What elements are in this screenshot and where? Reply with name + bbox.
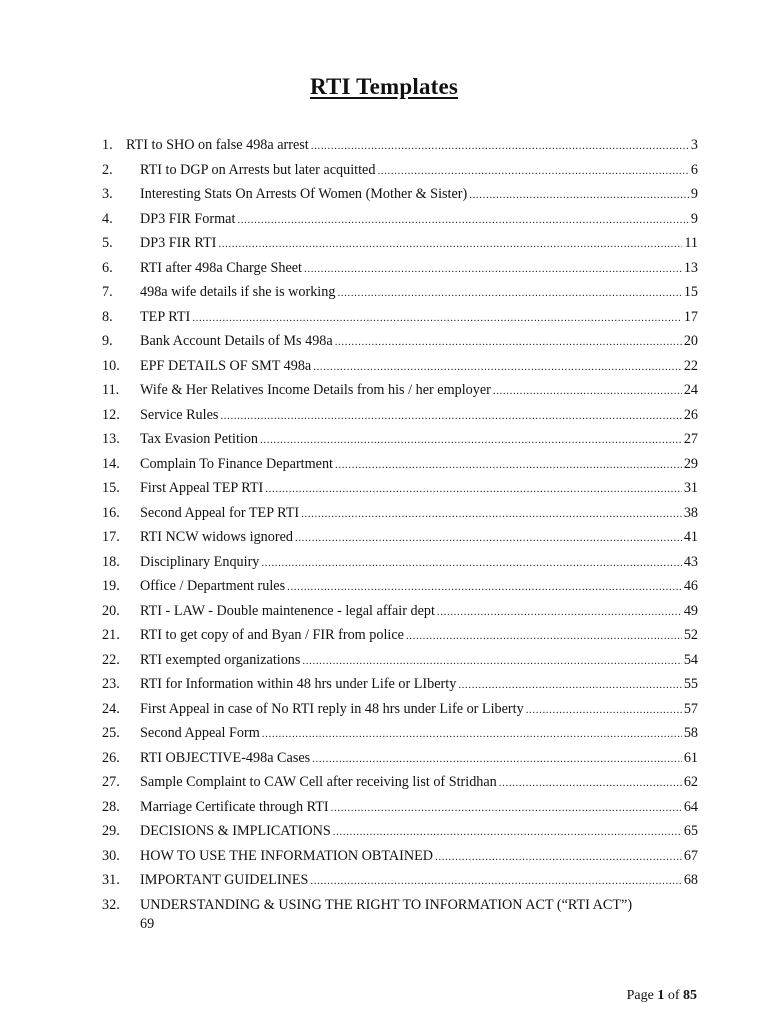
toc-entry-page: 38 — [683, 504, 698, 521]
toc-entry[interactable] — [102, 746, 698, 771]
toc-entry[interactable] — [102, 648, 698, 673]
toc-entry-number: 14. — [102, 455, 120, 472]
toc-entry-body — [140, 354, 698, 380]
toc-entry-page: 52 — [683, 627, 698, 643]
toc-entry[interactable] — [102, 256, 698, 281]
page-current: 1 — [657, 988, 665, 1003]
toc-entry[interactable] — [102, 231, 698, 256]
toc-entry-number: 20. — [102, 602, 120, 619]
toc-entry-number: 30. — [102, 847, 120, 864]
toc-entry-body — [140, 819, 698, 845]
toc-entry-body — [140, 182, 698, 208]
toc-dot-leader — [265, 477, 682, 502]
toc-dot-leader — [493, 379, 682, 404]
toc-entry-number: 8. — [102, 308, 113, 325]
toc-entry-number: 22. — [102, 651, 120, 668]
toc-dot-leader — [333, 820, 682, 845]
toc-entry-body — [140, 550, 698, 576]
toc-entry-page: 46 — [683, 578, 698, 594]
toc-entry-page: 54 — [683, 651, 698, 668]
toc-entry-number: 29. — [102, 823, 120, 839]
toc-entry-body — [140, 896, 698, 934]
toc-entry-title: RTI after 498a Charge Sheet — [140, 259, 302, 276]
page-total: 85 — [683, 988, 697, 1003]
toc-entry-number: 9. — [102, 333, 113, 349]
page-title: RTI Templates — [309, 74, 459, 99]
toc-entry-page: 64 — [683, 798, 698, 815]
toc-entry[interactable] — [102, 819, 698, 844]
toc-entry-number: 3. — [102, 186, 113, 202]
toc-entry-page: 6 — [690, 161, 698, 178]
toc-entry-title: TEP RTI — [140, 308, 191, 325]
toc-entry-title: RTI NCW widows ignored — [140, 529, 293, 545]
toc-entry-page: 55 — [683, 676, 698, 692]
toc-entry-body — [140, 329, 698, 355]
toc-entry-page: 58 — [683, 725, 698, 741]
toc-dot-leader — [311, 134, 689, 159]
toc-entry-body — [140, 770, 698, 796]
toc-entry-body — [140, 795, 698, 821]
toc-entry-number: 7. — [102, 284, 113, 300]
toc-entry-page: 26 — [683, 406, 698, 423]
toc-entry-number: 25. — [102, 725, 120, 741]
toc-entry-page: 31 — [683, 480, 698, 496]
toc-entry-page: 15 — [683, 284, 698, 300]
toc-entry-title: 498a wife details if she is working — [140, 284, 336, 300]
toc-entry-title: Bank Account Details of Ms 498a — [140, 333, 333, 349]
toc-entry-page: 57 — [683, 700, 698, 717]
toc-entry-body — [140, 207, 698, 233]
toc-entry-title: RTI exempted organizations — [140, 651, 301, 668]
toc-dot-leader — [262, 722, 682, 747]
toc-entry-number: 24. — [102, 700, 120, 717]
toc-entry-title: DP3 FIR Format — [140, 210, 236, 227]
toc-entry[interactable] — [102, 795, 698, 820]
toc-entry-title: Marriage Certificate through RTI — [140, 798, 329, 815]
toc-entry[interactable] — [102, 452, 698, 477]
toc-entry-title: Sample Complaint to CAW Cell after receiving list of Stridhan — [140, 774, 497, 790]
toc-dot-leader — [469, 183, 689, 208]
page-label: Page — [626, 988, 654, 1003]
toc-entry[interactable] — [102, 158, 698, 183]
toc-entry-body — [140, 599, 698, 625]
toc-entry[interactable] — [102, 550, 698, 575]
toc-dot-leader — [312, 747, 682, 772]
toc-entry-number: 15. — [102, 480, 120, 496]
toc-entry-body — [140, 305, 698, 331]
toc-entry-body — [140, 476, 698, 502]
toc-entry[interactable] — [102, 770, 698, 795]
toc-dot-leader — [435, 845, 682, 870]
toc-entry-body — [140, 697, 698, 723]
toc-entry[interactable] — [102, 574, 698, 599]
toc-entry-page: 17 — [683, 308, 698, 325]
toc-entry-body — [140, 452, 698, 478]
toc-entry-body — [140, 574, 698, 600]
toc-entry-page: 62 — [683, 774, 698, 790]
toc-entry-body — [140, 158, 698, 184]
toc-entry-page: 68 — [683, 872, 698, 888]
toc-entry-title: EPF DETAILS OF SMT 498a — [140, 357, 312, 374]
toc-entry[interactable] — [102, 721, 698, 746]
toc-entry[interactable] — [102, 133, 698, 158]
toc-dot-leader — [310, 869, 681, 894]
toc-entry-number: 23. — [102, 676, 120, 692]
toc-dot-leader — [260, 428, 682, 453]
toc-entry-page: 11 — [684, 235, 698, 251]
toc-entry-title: HOW TO USE THE INFORMATION OBTAINED — [140, 847, 433, 864]
toc-entry-title: DECISIONS & IMPLICATIONS — [140, 823, 331, 839]
toc-entry[interactable] — [102, 305, 698, 330]
toc-dot-leader — [304, 257, 682, 282]
toc-entry-page: 13 — [683, 259, 698, 276]
toc-entry-title: UNDERSTANDING & USING THE RIGHT TO INFORMATION ACT (“RTI ACT”) — [140, 896, 633, 913]
toc-entry-number: 32. — [102, 896, 120, 913]
toc-entry-number: 13. — [102, 431, 120, 447]
toc-entry[interactable] — [102, 354, 698, 379]
toc-entry-body — [140, 868, 698, 894]
toc-dot-leader — [458, 673, 682, 698]
toc-dot-leader — [192, 306, 682, 331]
toc-entry[interactable] — [102, 599, 698, 624]
toc-entry-title: RTI to get copy of and Byan / FIR from police — [140, 627, 404, 643]
toc-entry[interactable] — [102, 672, 698, 697]
toc-entry-number: 2. — [102, 161, 113, 178]
toc-entry-body — [140, 280, 698, 306]
toc-entry-page: 67 — [683, 847, 698, 864]
table-of-contents — [102, 133, 698, 937]
toc-entry-body — [140, 378, 698, 404]
toc-dot-leader — [337, 281, 681, 306]
toc-entry-body — [140, 427, 698, 453]
toc-entry-title: Service Rules — [140, 406, 219, 423]
toc-dot-leader — [301, 502, 682, 527]
toc-dot-leader — [287, 575, 682, 600]
toc-entry-title: Complain To Finance Department — [140, 455, 333, 472]
toc-dot-leader — [220, 404, 681, 429]
toc-entry-body — [140, 746, 698, 772]
toc-dot-leader — [335, 330, 682, 355]
toc-entry-page: 49 — [683, 602, 698, 619]
toc-entry-body — [140, 721, 698, 747]
toc-entry-page: 22 — [683, 357, 698, 374]
toc-entry[interactable] — [102, 697, 698, 722]
toc-entry-number: 10. — [102, 357, 120, 374]
toc-entry-page: 65 — [683, 823, 698, 839]
toc-dot-leader — [377, 159, 688, 184]
toc-entry-number: 17. — [102, 529, 120, 545]
toc-entry[interactable] — [102, 182, 698, 207]
toc-entry[interactable] — [102, 207, 698, 232]
toc-entry-number: 12. — [102, 406, 120, 423]
toc-entry[interactable] — [102, 525, 698, 550]
toc-entry-body — [140, 256, 698, 282]
toc-entry-body — [140, 231, 698, 257]
toc-entry[interactable] — [102, 329, 698, 354]
toc-dot-leader — [437, 600, 682, 625]
page-footer — [627, 988, 697, 1004]
toc-entry-body — [140, 403, 698, 429]
toc-entry-title: RTI for Information within 48 hrs under Life or LIberty — [140, 676, 457, 692]
toc-entry[interactable] — [102, 893, 698, 937]
toc-entry-body — [140, 648, 698, 674]
toc-entry-number: 21. — [102, 627, 120, 643]
toc-entry-page: 27 — [683, 431, 698, 447]
toc-entry-title: Second Appeal for TEP RTI — [140, 504, 300, 521]
toc-entry-title: Disciplinary Enquiry — [140, 553, 260, 570]
toc-entry[interactable] — [102, 501, 698, 526]
toc-entry-page: 20 — [683, 333, 698, 349]
toc-entry-number: 16. — [102, 504, 120, 521]
toc-entry[interactable] — [102, 427, 698, 452]
toc-entry-number: 6. — [102, 259, 113, 276]
toc-entry-title: First Appeal TEP RTI — [140, 480, 264, 496]
toc-entry-title: RTI to DGP on Arrests but later acquitted — [140, 161, 376, 178]
toc-entry-page: 24 — [683, 382, 698, 398]
toc-entry-page: 61 — [683, 749, 698, 766]
page-of-label: of — [667, 988, 680, 1003]
toc-entry[interactable] — [102, 403, 698, 428]
toc-dot-leader — [331, 796, 682, 821]
toc-entry-title: RTI - LAW - Double maintenence - legal affair dept — [140, 602, 435, 619]
toc-entry-number: 19. — [102, 578, 120, 594]
toc-dot-leader — [499, 771, 682, 796]
toc-entry-number: 18. — [102, 553, 120, 570]
toc-entry-number: 27. — [102, 774, 120, 790]
toc-entry[interactable] — [102, 868, 698, 893]
toc-entry-number: 26. — [102, 749, 120, 766]
toc-entry-body — [140, 623, 698, 649]
toc-entry[interactable] — [102, 280, 698, 305]
toc-entry-number: 1. — [102, 137, 113, 153]
toc-entry-page: 69 — [140, 915, 155, 932]
toc-entry-title: Tax Evasion Petition — [140, 431, 259, 447]
toc-entry-page: 43 — [683, 553, 698, 570]
toc-entry-body — [126, 133, 698, 159]
toc-entry-page: 41 — [683, 529, 698, 545]
toc-entry-page: 3 — [690, 137, 698, 153]
toc-entry-body — [140, 525, 698, 551]
toc-entry-title: RTI to SHO on false 498a arrest — [126, 137, 309, 153]
toc-dot-leader — [406, 624, 682, 649]
toc-entry-title: Wife & Her Relatives Income Details from his / her employer — [140, 382, 491, 398]
toc-entry-number: 31. — [102, 872, 120, 888]
toc-entry-title: IMPORTANT GUIDELINES — [140, 872, 309, 888]
toc-entry[interactable] — [102, 378, 698, 403]
toc-entry-number: 11. — [102, 382, 120, 398]
toc-dot-leader — [218, 232, 682, 257]
toc-entry-number: 5. — [102, 235, 113, 251]
toc-entry-number: 28. — [102, 798, 120, 815]
toc-entry-title: Office / Department rules — [140, 578, 286, 594]
toc-entry-body — [140, 672, 698, 698]
toc-entry-title: Interesting Stats On Arrests Of Women (Mother & Sister) — [140, 186, 468, 202]
toc-entry-number: 4. — [102, 210, 113, 227]
toc-entry[interactable] — [102, 623, 698, 648]
toc-dot-leader — [302, 649, 681, 674]
toc-entry[interactable] — [102, 476, 698, 501]
toc-dot-leader — [261, 551, 681, 576]
toc-dot-leader — [335, 453, 682, 478]
toc-entry-title: DP3 FIR RTI — [140, 235, 217, 251]
toc-entry-body — [140, 844, 698, 870]
toc-entry[interactable] — [102, 844, 698, 869]
toc-dot-leader — [526, 698, 682, 723]
toc-entry-page: 29 — [683, 455, 698, 472]
toc-entry-body — [140, 501, 698, 527]
toc-entry-title: RTI OBJECTIVE-498a Cases — [140, 749, 311, 766]
toc-dot-leader — [295, 526, 682, 551]
toc-dot-leader — [313, 355, 682, 380]
toc-dot-leader — [237, 208, 689, 233]
toc-entry-page: 9 — [690, 186, 698, 202]
toc-entry-page: 9 — [690, 210, 698, 227]
toc-entry-title: Second Appeal Form — [140, 725, 260, 741]
toc-entry-title: First Appeal in case of No RTI reply in 48 hrs under Life or Liberty — [140, 700, 524, 717]
